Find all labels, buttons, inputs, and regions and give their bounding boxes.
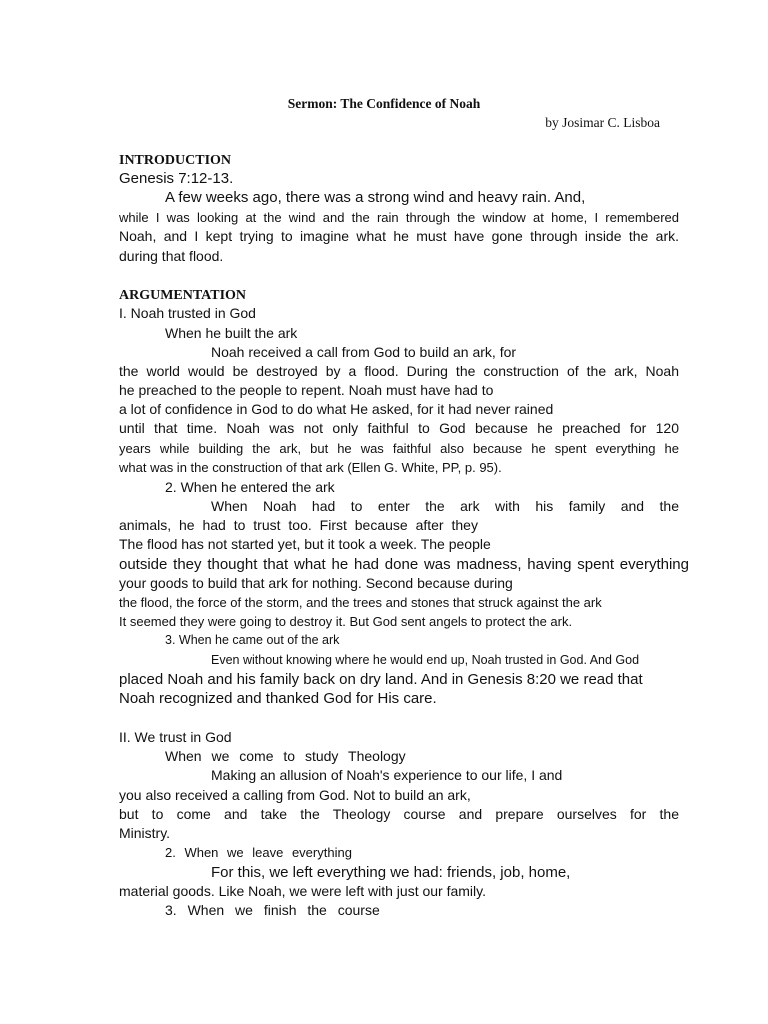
paragraph-line: Ministry. bbox=[119, 825, 171, 841]
paragraph-line: until that time. Noah was not only faithful to God because he preached for 120 bbox=[119, 420, 679, 436]
part1-heading: I. Noah trusted in God bbox=[119, 305, 256, 321]
paragraph-line: your goods to build that ark for nothing. Second because during bbox=[119, 575, 513, 591]
part2-sub2-heading: 2. When we leave everything bbox=[165, 845, 352, 860]
paragraph-line: he preached to the people to repent. Noah must have had to bbox=[119, 382, 494, 398]
paragraph-line: Noah recognized and thanked God for His care. bbox=[119, 690, 437, 707]
paragraph-line: When Noah had to enter the ark with his family and the bbox=[211, 498, 679, 514]
paragraph-line: what was in the construction of that ark (Ellen G. White, PP, p. 95). bbox=[119, 460, 502, 475]
paragraph-line: Noah received a call from God to build an ark, for bbox=[211, 344, 517, 360]
intro-line: while I was looking at the wind and the rain through the window at home, I remembered bbox=[119, 210, 679, 225]
introduction-heading: INTRODUCTION bbox=[119, 153, 232, 168]
intro-reference: Genesis 7:12-13. bbox=[119, 170, 234, 187]
paragraph-line: you also received a calling from God. Not to build an ark, bbox=[119, 787, 471, 803]
paragraph-line: For this, we left everything we had: friends, job, home, bbox=[211, 864, 571, 881]
paragraph-line: Making an allusion of Noah's experience to our life, I and bbox=[211, 767, 563, 783]
paragraph-line: the flood, the force of the storm, and the trees and stones that struck against the ark bbox=[119, 595, 602, 610]
part2-sub3-heading: 3. When we finish the course bbox=[165, 902, 380, 918]
paragraph-line: placed Noah and his family back on dry land. And in Genesis 8:20 we read that bbox=[119, 671, 643, 688]
paragraph-line: a lot of confidence in God to do what He asked, for it had never rained bbox=[119, 401, 554, 417]
part2-sub1-heading: When we come to study Theology bbox=[165, 748, 406, 764]
paragraph-line: the world would be destroyed by a flood. During the construction of the ark, Noah bbox=[119, 363, 679, 379]
part1-sub2-heading: 2. When he entered the ark bbox=[165, 479, 335, 495]
intro-line: A few weeks ago, there was a strong wind and heavy rain. And, bbox=[165, 189, 586, 206]
part1-sub3-heading: 3. When he came out of the ark bbox=[165, 633, 340, 647]
paragraph-line: but to come and take the Theology course and prepare ourselves for the bbox=[119, 806, 679, 822]
paragraph-line: years while building the ark, but he was faithful also because he spent everything he bbox=[119, 441, 679, 456]
paragraph-line: animals, he had to trust too. First because after they bbox=[119, 517, 478, 533]
argumentation-heading: ARGUMENTATION bbox=[119, 288, 247, 303]
intro-line: Noah, and I kept trying to imagine what he must have gone through inside the ark. bbox=[119, 228, 679, 244]
part1-sub1-heading: When he built the ark bbox=[165, 325, 298, 341]
author-line: by Josimar C. Lisboa bbox=[545, 115, 660, 130]
paragraph-line: material goods. Like Noah, we were left with just our family. bbox=[119, 883, 487, 899]
paragraph-line: The flood has not started yet, but it took a week. The people bbox=[119, 536, 491, 552]
paragraph-line: Even without knowing where he would end up, Noah trusted in God. And God bbox=[211, 653, 640, 667]
paragraph-line: It seemed they were going to destroy it. But God sent angels to protect the ark. bbox=[119, 614, 573, 629]
sermon-title: Sermon: The Confidence of Noah bbox=[287, 96, 481, 111]
part2-heading: II. We trust in God bbox=[119, 729, 232, 745]
paragraph-line: outside they thought that what he had done was madness, having spent everything bbox=[119, 556, 689, 573]
intro-line: during that flood. bbox=[119, 248, 224, 264]
